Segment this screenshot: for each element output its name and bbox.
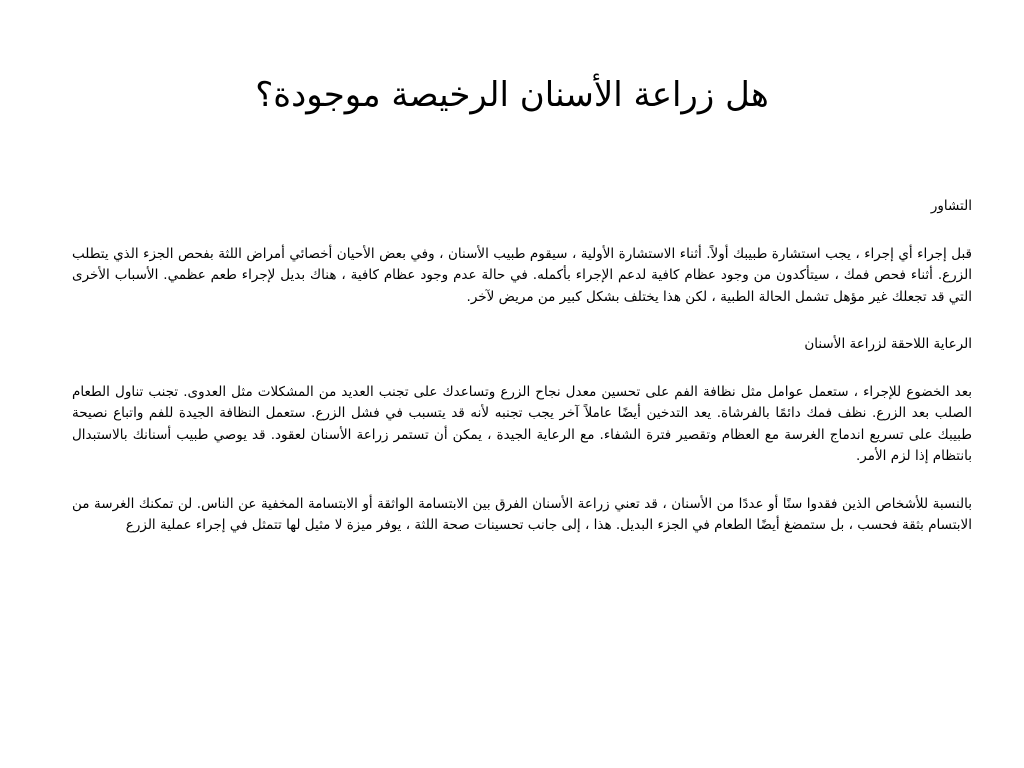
slide-body — [72, 196, 972, 563]
section-paragraph-consultation: قبل إجراء أي إجراء ، يجب استشارة طبيبك أولاً. أثناء الاستشارة الأولية ، سيقوم طبيب الأسنان ، وفي بعض الأحيان أخصائي أمراض اللثة بفحص الجزء الذي يتطلب الزرع. أثناء فحص فمك ، سيتأكدون من وجود عظام كافية لدعم الإجراء بأكمله. في حالة عدم وجود عظام كافية ، هناك بديل لإجراء طعم عظمي. الأسباب الأخرى التي قد تجعلك غير مؤهل تشمل الحالة الطبية ، لكن هذا يختلف بشكل كبير من مريض لآخر. — [72, 245, 972, 305]
section-heading-aftercare: الرعاية اللاحقة لزراعة الأسنان — [804, 336, 972, 352]
section-paragraph-aftercare: بعد الخضوع للإجراء ، ستعمل عوامل مثل نظافة الفم على تحسين معدل نجاح الزرع وتساعدك على تجنب العديد من المشكلات مثل العدوى. تجنب تناول الطعام الصلب بعد الزرع. نظف فمك دائمًا بالفرشاة. يعد التدخين أيضًا عاملاً آخر يجب تجنبه لأنه قد يتسبب في فشل الزرع. ستعمل النظافة الجيدة للفم واتباع نصيحة طبيبك على تسريع اندماج الغرسة مع العظام وتقصير فترة الشفاء. مع الرعاية الجيدة ، يمكن أن تستمر زراعة الأسنان لعقود. قد يوصي طبيب أسنانك بالاستبدال بانتظام إذا لزم الأمر. — [72, 383, 972, 464]
section-paragraph-conclusion: بالنسبة للأشخاص الذين فقدوا سنًا أو عددًا من الأسنان ، قد تعني زراعة الأسنان الفرق بين الابتسامة الواثقة أو الابتسامة المخفية عن الناس. لن تمكنك الغرسة من الابتسام بثقة فحسب ، بل ستمضغ أيضًا الطعام في الجزء البديل. هذا ، إلى جانب تحسينات صحة اللثة ، يوفر ميزة لا مثيل لها تتمثل في إجراء عملية الزرع — [72, 495, 972, 533]
slide-title: هل زراعة الأسنان الرخيصة موجودة؟ — [255, 75, 769, 115]
section-heading-consultation: التشاور — [930, 198, 972, 214]
